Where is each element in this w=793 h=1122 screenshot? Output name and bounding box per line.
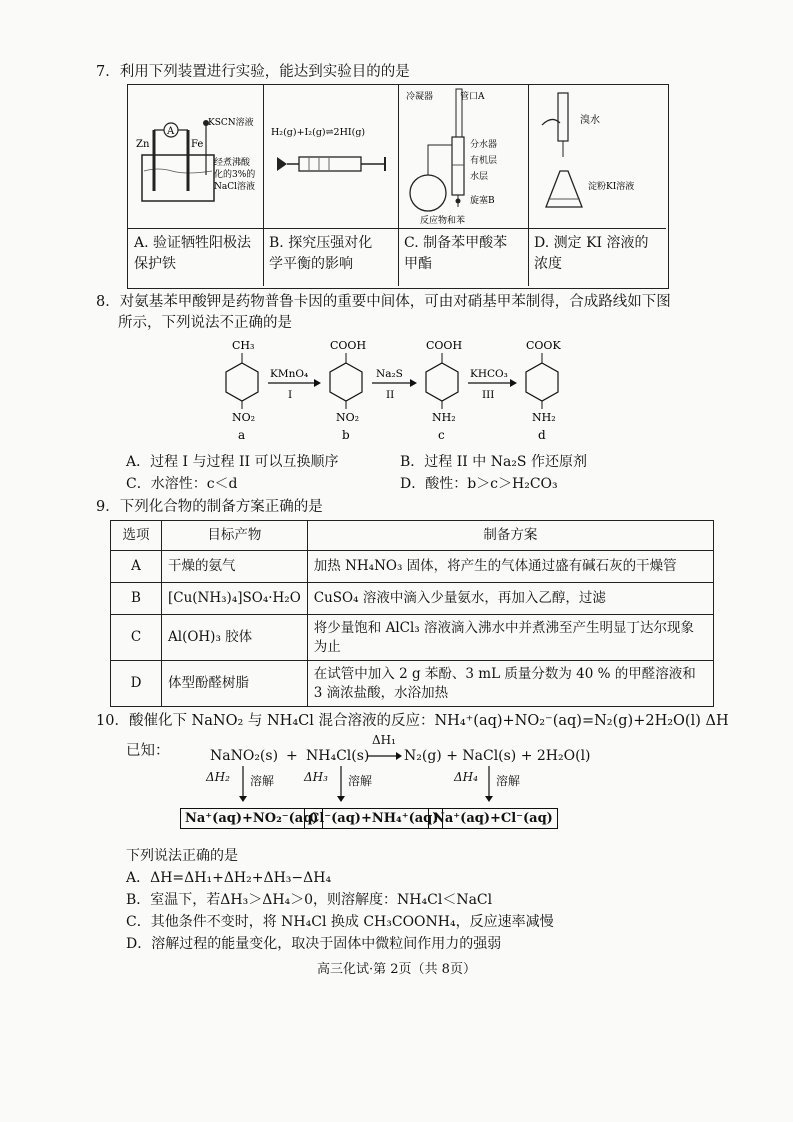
svg-text:b: b [342,428,350,442]
q7-stem: 7．利用下列装置进行实验，能达到实验目的的是 [96,64,410,80]
water-separator-diagram [398,85,528,228]
cycle-dissolve-1: 溶解 [250,774,275,788]
svg-text:经煮沸酸: 经煮沸酸 [214,158,251,168]
cycle-dh2: ΔH₂ [206,770,230,784]
cycle-arrow-right-icon [366,748,402,762]
q8-option-b: B．过程 II 中 Na₂S 作还原剂 [400,454,587,470]
q7-apparatus-table [127,84,669,289]
q7-caption-a-line1: A. 验证牺牲阳极法 [134,235,252,251]
q7-caption-b-line1: B. 探究压强对化 [269,235,373,251]
svg-text:NO₂: NO₂ [232,411,256,424]
cycle-box-2: Cl⁻(aq)+NH₄⁺(aq) [304,808,443,829]
q10-known: 已知： [126,743,170,759]
q9-table [110,520,714,707]
table-row: A 干燥的氨气 加热 NH₄NO₃ 固体，将产生的气体通过盛有碱石灰的干燥管 [111,551,714,583]
q9-header-row [111,521,714,551]
arrow-step-3 [468,368,517,401]
compound-c [426,339,462,442]
titration-diagram [528,85,666,228]
table-row: B [Cu(NH₃)₄]SO₄·H₂O CuSO₄ 溶液中滴入少量氨水，再加入乙醇，过滤 [111,583,714,615]
q8-option-a: A．过程 I 与过程 II 可以互换顺序 [126,454,339,470]
q10-option-a: A．ΔH=ΔH₁+ΔH₂+ΔH₃−ΔH₄ [126,870,332,886]
svg-text:化的3%的: 化的3%的 [214,170,256,180]
q9-header-plan: 制备方案 [307,521,713,551]
q9-stem: 9．下列化合物的制备方案正确的是 [96,499,323,515]
q7-caption-c-line1: C. 制备苯甲酸苯 [404,235,508,251]
svg-text:CH₃: CH₃ [232,339,255,352]
svg-text:II: II [386,389,395,401]
table-row: C Al(OH)₃ 胶体 将少量饱和 AlCl₃ 溶液滴入沸水中并煮沸至产生明显丁达尔现象为止 [111,615,714,661]
q10-lead: 下列说法正确的是 [126,848,238,864]
svg-text:KSCN溶液: KSCN溶液 [208,118,254,128]
svg-text:冷凝器: 冷凝器 [406,92,434,102]
svg-text:反应物和苯: 反应物和苯 [420,216,466,226]
ammeter-label: A [167,126,175,137]
svg-text:a: a [238,428,246,442]
q8-stem-line2: 所示，下列说法不正确的是 [118,315,292,331]
syringe-diagram [263,85,398,228]
page-footer: 高三化试·第 2页（共 8页） [317,962,476,977]
svg-text:COOH: COOH [330,339,367,352]
svg-text:Fe: Fe [191,139,204,150]
cycle-products: N₂(g) + NaCl(s) + 2H₂O(l) [404,748,591,764]
q8-stem-line1: 8．对氨基苯甲酸钾是药物普鲁卡因的重要中间体，可由对硝基甲苯制得，合成路线如下图 [96,294,671,310]
q7-caption-c-line2: 甲酯 [404,256,432,272]
cycle-dissolve-2: 溶解 [348,774,373,788]
compound-b [330,339,366,442]
svg-text:KMnO₄: KMnO₄ [270,368,309,380]
q7-caption-a-line2: 保护铁 [134,256,176,272]
arrow-step-1 [268,368,321,401]
svg-text:NH₂: NH₂ [532,411,556,424]
svg-text:d: d [538,428,546,442]
svg-text:III: III [482,389,495,401]
svg-text:淀粉KI溶液: 淀粉KI溶液 [588,182,635,192]
cycle-dh1: ΔH₁ [372,733,396,747]
svg-text:旋塞B: 旋塞B [470,196,495,206]
svg-text:COOH: COOH [426,339,463,352]
arrow-step-2 [372,368,417,401]
svg-text:I: I [288,389,293,401]
down-arrow-icon [336,766,346,802]
compound-a [226,339,258,442]
q7-cell-c [398,85,529,286]
galvanic-cell-diagram [128,85,263,228]
svg-text:分水器: 分水器 [470,140,498,150]
cycle-plus: + [286,748,298,764]
q9-header-option: 选项 [111,521,162,551]
cycle-dh3: ΔH₃ [304,770,328,784]
svg-text:KHCO₃: KHCO₃ [470,368,508,380]
q10-stem: 10．酸催化下 NaNO₂ 与 NH₄Cl 混合溶液的反应：NH₄⁺(aq)+NO₂⁻(aq)=N₂(g)+2H₂O(l) ΔH [96,713,729,729]
q7-caption-b-line2: 学平衡的影响 [269,256,353,272]
q10-option-c: C．其他条件不变时，将 NH₄Cl 换成 CH₃COONH₄，反应速率减慢 [126,914,554,930]
svg-text:NO₂: NO₂ [336,411,360,424]
q7-caption-d-line1: D. 测定 KI 溶液的 [534,235,649,251]
svg-text:溴水: 溴水 [580,115,600,126]
compound-d [526,339,561,442]
svg-text:有机层: 有机层 [470,156,498,166]
down-arrow-icon [484,766,494,802]
svg-text:COOK: COOK [526,339,561,352]
q10-option-b: B．室温下，若ΔH₃＞ΔH₄＞0，则溶解度：NH₄Cl＜NaCl [126,892,493,908]
q7-caption-d-line2: 浓度 [534,256,562,272]
cycle-box-1: Na⁺(aq)+NO₂⁻(aq) [180,808,323,829]
cycle-box-3: Na⁺(aq)+Cl⁻(aq) [428,808,558,829]
cycle-dissolve-3: 溶解 [496,774,521,788]
cycle-reactant-2: NH₄Cl(s) [306,748,370,764]
svg-text:H₂(g)+I₂(g)⇌2HI(g): H₂(g)+I₂(g)⇌2HI(g) [271,127,366,138]
svg-text:Zn: Zn [136,139,150,150]
svg-text:c: c [438,428,445,442]
q10-option-d: D．溶解过程的能量变化，取决于固体中微粒间作用力的强弱 [126,936,502,952]
cycle-dh4: ΔH₄ [454,770,478,784]
down-arrow-icon [238,766,248,802]
svg-text:NH₂: NH₂ [432,411,456,424]
cycle-reactant-1: NaNO₂(s) [210,748,279,764]
svg-text:Na₂S: Na₂S [376,368,403,380]
svg-text:NaCl溶液: NaCl溶液 [214,182,256,192]
q9-header-product: 目标产物 [162,521,308,551]
q7-cell-a [128,85,264,286]
q8-synthesis-scheme [220,335,580,447]
q7-cell-b [263,85,399,286]
q8-option-d: D．酸性：b＞c＞H₂CO₃ [400,476,558,492]
table-row: D 体型酚醛树脂 在试管中加入 2 g 苯酚、3 mL 质量分数为 40 % 的甲醛溶液和 3 滴浓盐酸，水浴加热 [111,661,714,707]
q7-cell-d [528,85,666,286]
svg-text:管口A: 管口A [460,92,485,102]
q8-option-c: C．水溶性：c＜d [126,476,238,492]
svg-text:水层: 水层 [470,172,489,182]
